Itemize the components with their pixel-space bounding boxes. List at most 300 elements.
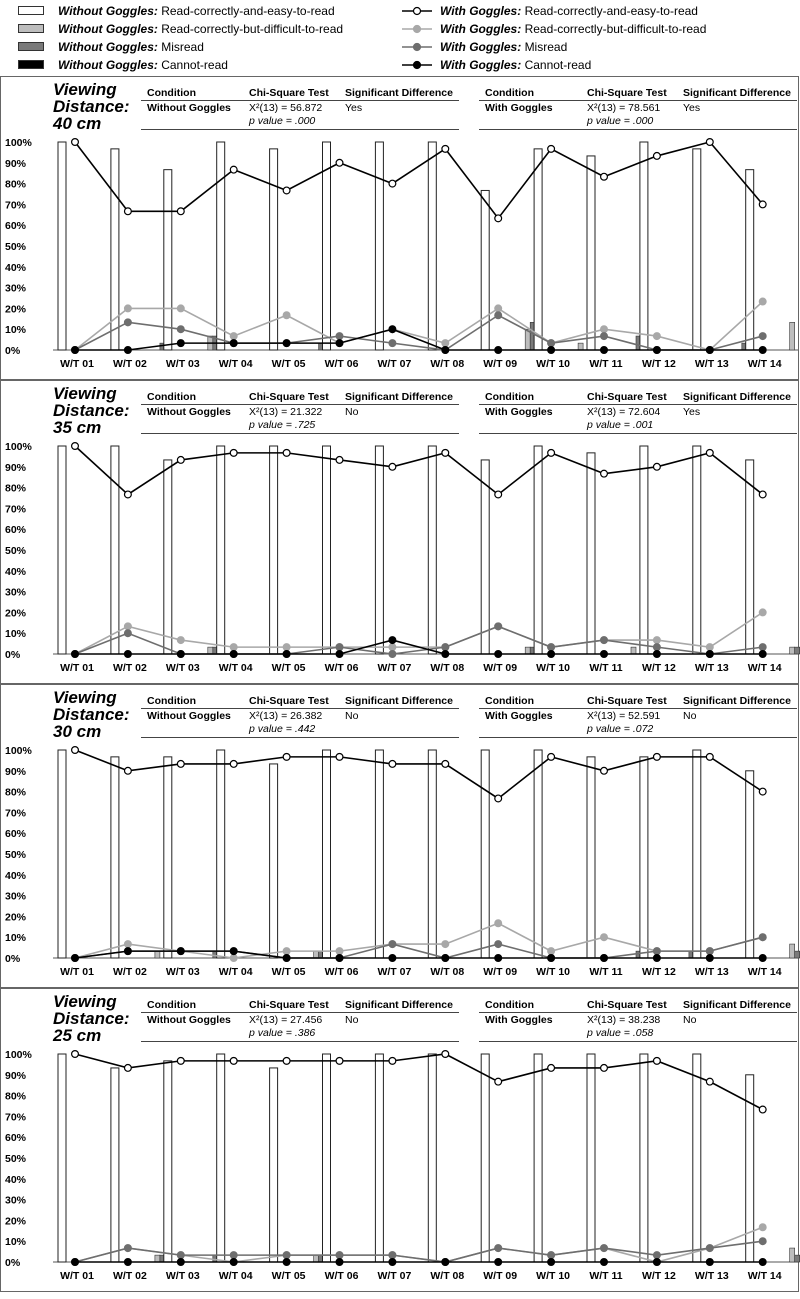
line-series bbox=[75, 937, 763, 958]
stats-header-condition: Condition bbox=[147, 391, 196, 403]
y-tick-label: 60% bbox=[5, 828, 27, 841]
stats-p-value: p value = .442 bbox=[249, 723, 316, 735]
legend-condition: With Goggles: bbox=[440, 40, 522, 54]
bar-misread bbox=[795, 951, 800, 958]
line-point bbox=[548, 340, 555, 347]
x-tick-label: W/T 08 bbox=[430, 966, 465, 978]
line-point bbox=[389, 326, 396, 333]
y-tick-label: 60% bbox=[5, 524, 27, 537]
line-point bbox=[442, 449, 449, 456]
line-point bbox=[654, 753, 661, 760]
legend-entry bbox=[440, 40, 567, 54]
x-tick-label: W/T 13 bbox=[694, 1270, 729, 1282]
y-tick-label: 80% bbox=[5, 786, 27, 799]
line-point bbox=[125, 1245, 132, 1252]
line-point bbox=[706, 651, 713, 658]
line-point bbox=[654, 1252, 661, 1259]
legend-entry bbox=[58, 40, 204, 54]
y-tick-label: 100% bbox=[5, 745, 32, 757]
line-point bbox=[336, 644, 343, 651]
bar-read-easy bbox=[217, 446, 225, 654]
stats-p-value: p value = .000 bbox=[587, 115, 654, 127]
line-point bbox=[601, 326, 608, 333]
stats-header-test: Chi-Square Test bbox=[249, 391, 329, 403]
stats-header-sig: Significant Difference bbox=[683, 87, 791, 99]
bar-read-difficult bbox=[578, 343, 583, 350]
line-point bbox=[336, 948, 343, 955]
chart-title: Viewing Distance: 40 cm bbox=[53, 80, 130, 133]
line-point bbox=[495, 215, 502, 222]
x-tick-label: W/T 13 bbox=[694, 966, 729, 978]
stats-chi: X²(13) = 26.382 bbox=[249, 710, 323, 722]
y-tick-label: 70% bbox=[5, 199, 27, 212]
stats-header-test: Chi-Square Test bbox=[587, 391, 667, 403]
y-tick-label: 20% bbox=[5, 303, 27, 316]
line-point bbox=[706, 449, 713, 456]
line-point bbox=[706, 955, 713, 962]
y-tick-label: 60% bbox=[5, 220, 27, 233]
bar-read-difficult bbox=[208, 647, 213, 654]
line-point bbox=[336, 159, 343, 166]
stats-header-condition: Condition bbox=[485, 391, 534, 403]
stats-header-condition: Condition bbox=[147, 695, 196, 707]
line-point bbox=[706, 1245, 713, 1252]
bar-read-easy bbox=[270, 446, 278, 654]
line-point bbox=[177, 1252, 184, 1259]
stats-header-condition: Condition bbox=[485, 999, 534, 1011]
line-point bbox=[230, 1057, 237, 1064]
chart-svg bbox=[1, 685, 798, 987]
bar-read-difficult bbox=[314, 1255, 319, 1262]
line-point bbox=[283, 651, 290, 658]
chart-title: Viewing Distance: 30 cm bbox=[53, 688, 130, 741]
stats-header-test: Chi-Square Test bbox=[249, 695, 329, 707]
line-point bbox=[759, 1259, 766, 1266]
line-point bbox=[389, 340, 396, 347]
chart-panel bbox=[0, 380, 799, 684]
stats-header-sig: Significant Difference bbox=[683, 999, 791, 1011]
line-point bbox=[706, 1078, 713, 1085]
x-tick-label: W/T 03 bbox=[165, 966, 200, 978]
line-point bbox=[389, 1259, 396, 1266]
y-tick-label: 50% bbox=[5, 545, 27, 557]
line-point bbox=[389, 955, 396, 962]
line-point bbox=[72, 747, 79, 754]
legend-label: Read-correctly-and-easy-to-read bbox=[161, 4, 335, 18]
line-point bbox=[759, 644, 766, 651]
x-tick-label: W/T 10 bbox=[536, 966, 571, 978]
line-point bbox=[230, 340, 237, 347]
bar-read-easy bbox=[587, 757, 595, 958]
y-tick-label: 50% bbox=[5, 1153, 27, 1165]
line-point bbox=[177, 340, 184, 347]
stats-header-test: Chi-Square Test bbox=[249, 999, 329, 1011]
bar-read-easy bbox=[428, 446, 436, 654]
bar-read-easy bbox=[746, 460, 754, 654]
bar-read-easy bbox=[111, 1068, 119, 1262]
bar-read-easy bbox=[375, 446, 383, 654]
line-point bbox=[230, 333, 237, 340]
y-tick-label: 70% bbox=[5, 1111, 27, 1124]
line-point bbox=[548, 347, 555, 354]
line-point bbox=[601, 1065, 608, 1072]
x-tick-label: W/T 13 bbox=[694, 358, 729, 370]
bar-read-easy bbox=[693, 446, 701, 654]
stats-chi: X²(13) = 52.591 bbox=[587, 710, 661, 722]
line-point bbox=[706, 948, 713, 955]
line-point bbox=[601, 347, 608, 354]
bar-read-easy bbox=[587, 1054, 595, 1262]
bar-read-easy bbox=[693, 149, 701, 350]
bar-misread bbox=[795, 1255, 800, 1262]
stats-significance: No bbox=[345, 710, 359, 722]
line-point bbox=[125, 305, 132, 312]
line-point bbox=[72, 139, 79, 146]
y-tick-label: 100% bbox=[5, 137, 32, 149]
x-tick-label: W/T 05 bbox=[271, 662, 306, 674]
x-tick-label: W/T 06 bbox=[324, 1270, 359, 1282]
line-point bbox=[495, 1259, 502, 1266]
line-point bbox=[654, 347, 661, 354]
y-tick-label: 10% bbox=[5, 1236, 27, 1249]
chart-svg bbox=[1, 989, 798, 1291]
bar-read-easy bbox=[270, 1068, 278, 1262]
line-point bbox=[336, 333, 343, 340]
line-point bbox=[177, 948, 184, 955]
line-point bbox=[125, 948, 132, 955]
line-point bbox=[336, 753, 343, 760]
line-point bbox=[548, 753, 555, 760]
stats-header-test: Chi-Square Test bbox=[249, 87, 329, 99]
stats-condition: Without Goggles bbox=[147, 102, 231, 114]
line-point bbox=[759, 1224, 766, 1231]
x-tick-label: W/T 09 bbox=[483, 358, 518, 370]
y-tick-label: 70% bbox=[5, 807, 27, 820]
line-point bbox=[283, 948, 290, 955]
legend-entry bbox=[58, 58, 228, 72]
chart-title: Viewing Distance: 35 cm bbox=[53, 384, 130, 437]
bar-read-easy bbox=[746, 771, 754, 958]
x-tick-label: W/T 14 bbox=[747, 966, 782, 978]
x-tick-label: W/T 06 bbox=[324, 662, 359, 674]
line-point bbox=[759, 788, 766, 795]
x-tick-label: W/T 05 bbox=[271, 1270, 306, 1282]
line-point bbox=[548, 449, 555, 456]
stats-significance: No bbox=[683, 710, 697, 722]
line-point bbox=[548, 145, 555, 152]
x-tick-label: W/T 12 bbox=[641, 1270, 676, 1282]
line-point bbox=[548, 1252, 555, 1259]
x-tick-label: W/T 13 bbox=[694, 662, 729, 674]
stats-header-test: Chi-Square Test bbox=[587, 695, 667, 707]
line-point bbox=[548, 644, 555, 651]
legend-entry bbox=[440, 22, 706, 36]
line-point bbox=[706, 753, 713, 760]
y-tick-label: 10% bbox=[5, 628, 27, 641]
x-tick-label: W/T 02 bbox=[112, 966, 147, 978]
line-point bbox=[283, 1057, 290, 1064]
x-tick-label: W/T 08 bbox=[430, 358, 465, 370]
legend-condition: With Goggles: bbox=[440, 22, 522, 36]
legend-line-swatch bbox=[402, 40, 432, 54]
bar-read-easy bbox=[58, 1054, 66, 1262]
line-point bbox=[601, 955, 608, 962]
line-point bbox=[759, 934, 766, 941]
legend-bar-swatch bbox=[18, 6, 44, 15]
line-point bbox=[336, 955, 343, 962]
line-point bbox=[442, 941, 449, 948]
line-point bbox=[759, 347, 766, 354]
line-point bbox=[125, 623, 132, 630]
line-point bbox=[654, 463, 661, 470]
line-point bbox=[177, 305, 184, 312]
x-tick-label: W/T 04 bbox=[218, 966, 253, 978]
bar-read-easy bbox=[428, 142, 436, 350]
x-tick-label: W/T 14 bbox=[747, 358, 782, 370]
line-point bbox=[495, 347, 502, 354]
line-point bbox=[442, 347, 449, 354]
line-point bbox=[336, 340, 343, 347]
legend-condition: With Goggles: bbox=[440, 4, 522, 18]
line-point bbox=[389, 644, 396, 651]
x-tick-label: W/T 11 bbox=[589, 358, 623, 370]
line-point bbox=[283, 955, 290, 962]
stats-chi: X²(13) = 38.238 bbox=[587, 1014, 661, 1026]
line-point bbox=[601, 1245, 608, 1252]
bar-read-easy bbox=[481, 1054, 489, 1262]
line-point bbox=[177, 1057, 184, 1064]
legend-entry bbox=[58, 22, 343, 36]
y-tick-label: 90% bbox=[5, 157, 27, 170]
bar-read-difficult bbox=[155, 951, 160, 958]
line-point bbox=[442, 761, 449, 768]
line-point bbox=[230, 948, 237, 955]
legend-condition: With Goggles: bbox=[440, 58, 522, 72]
stats-significance: Yes bbox=[683, 102, 701, 114]
bar-read-easy bbox=[323, 1054, 331, 1262]
bar-read-easy bbox=[640, 142, 648, 350]
stats-significance: Yes bbox=[683, 406, 701, 418]
chart-panel bbox=[0, 684, 799, 988]
line-point bbox=[230, 166, 237, 173]
stats-significance: No bbox=[683, 1014, 697, 1026]
legend-label: Cannot-read bbox=[161, 58, 228, 72]
bar-read-easy bbox=[375, 142, 383, 350]
bar-read-easy bbox=[111, 757, 119, 958]
chart-panel bbox=[0, 988, 799, 1292]
line-point bbox=[495, 623, 502, 630]
bar-read-easy bbox=[164, 170, 172, 350]
line-point bbox=[548, 1259, 555, 1266]
x-tick-label: W/T 09 bbox=[483, 1270, 518, 1282]
line-point bbox=[495, 1245, 502, 1252]
line-point bbox=[125, 630, 132, 637]
legend-label: Read-correctly-and-easy-to-read bbox=[524, 4, 698, 18]
y-tick-label: 50% bbox=[5, 241, 27, 253]
stats-condition: Without Goggles bbox=[147, 710, 231, 722]
line-point bbox=[759, 651, 766, 658]
x-tick-label: W/T 02 bbox=[112, 358, 147, 370]
stats-header-sig: Significant Difference bbox=[345, 999, 453, 1011]
legend-label: Cannot-read bbox=[524, 58, 592, 72]
stats-chi: X²(13) = 72.604 bbox=[587, 406, 661, 418]
y-tick-label: 0% bbox=[5, 345, 21, 357]
y-tick-label: 60% bbox=[5, 1132, 27, 1145]
line-point bbox=[177, 326, 184, 333]
stats-condition: Without Goggles bbox=[147, 406, 231, 418]
x-tick-label: W/T 12 bbox=[641, 966, 676, 978]
line-point bbox=[601, 333, 608, 340]
line-point bbox=[389, 761, 396, 768]
line-point bbox=[706, 644, 713, 651]
x-tick-label: W/T 12 bbox=[641, 662, 676, 674]
line-point bbox=[336, 457, 343, 464]
line-point bbox=[654, 955, 661, 962]
stats-condition: With Goggles bbox=[485, 406, 553, 418]
bar-read-easy bbox=[693, 750, 701, 958]
x-tick-label: W/T 14 bbox=[747, 1270, 782, 1282]
bar-read-difficult bbox=[790, 647, 795, 654]
y-tick-label: 70% bbox=[5, 503, 27, 516]
y-tick-label: 40% bbox=[5, 261, 27, 274]
bar-read-easy bbox=[217, 750, 225, 958]
x-tick-label: W/T 11 bbox=[589, 966, 623, 978]
legend-condition: Without Goggles: bbox=[58, 22, 158, 36]
line-point bbox=[389, 651, 396, 658]
y-tick-label: 40% bbox=[5, 869, 27, 882]
line-point bbox=[389, 463, 396, 470]
line-point bbox=[759, 1106, 766, 1113]
line-point bbox=[283, 187, 290, 194]
stats-significance: Yes bbox=[345, 102, 363, 114]
line-point bbox=[654, 948, 661, 955]
y-tick-label: 80% bbox=[5, 178, 27, 191]
stats-condition: Without Goggles bbox=[147, 1014, 231, 1026]
line-point bbox=[442, 340, 449, 347]
line-point bbox=[759, 333, 766, 340]
line-point bbox=[283, 340, 290, 347]
x-tick-label: W/T 11 bbox=[589, 662, 623, 674]
line-point bbox=[548, 1065, 555, 1072]
legend-label: Misread bbox=[161, 40, 204, 54]
bar-read-easy bbox=[534, 446, 542, 654]
line-point bbox=[601, 173, 608, 180]
chart-svg bbox=[1, 381, 798, 683]
stats-header-condition: Condition bbox=[485, 695, 534, 707]
bar-read-easy bbox=[217, 1054, 225, 1262]
line-point bbox=[706, 139, 713, 146]
legend-bar-swatch bbox=[18, 24, 44, 33]
bar-read-difficult bbox=[790, 1248, 795, 1262]
line-point bbox=[654, 651, 661, 658]
line-point bbox=[72, 955, 79, 962]
legend-line-swatch bbox=[402, 4, 432, 18]
x-tick-label: W/T 07 bbox=[377, 358, 412, 370]
x-tick-label: W/T 11 bbox=[589, 1270, 623, 1282]
stats-condition: With Goggles bbox=[485, 710, 553, 722]
x-tick-label: W/T 14 bbox=[747, 662, 782, 674]
bar-read-difficult bbox=[155, 1255, 160, 1262]
x-tick-label: W/T 02 bbox=[112, 1270, 147, 1282]
line-point bbox=[548, 955, 555, 962]
stats-p-value: p value = .058 bbox=[587, 1027, 654, 1039]
line-point bbox=[336, 1252, 343, 1259]
stats-header-condition: Condition bbox=[147, 87, 196, 99]
line-point bbox=[442, 651, 449, 658]
line-point bbox=[125, 651, 132, 658]
x-tick-label: W/T 01 bbox=[60, 662, 94, 674]
bar-read-easy bbox=[534, 750, 542, 958]
line-point bbox=[125, 347, 132, 354]
chart-svg bbox=[1, 77, 798, 379]
stats-header-test: Chi-Square Test bbox=[587, 87, 667, 99]
line-point bbox=[495, 1078, 502, 1085]
line-point bbox=[601, 767, 608, 774]
x-tick-label: W/T 03 bbox=[165, 358, 200, 370]
line-point bbox=[601, 934, 608, 941]
line-point bbox=[177, 1259, 184, 1266]
y-tick-label: 80% bbox=[5, 482, 27, 495]
bar-read-difficult bbox=[314, 951, 319, 958]
line-point bbox=[336, 1259, 343, 1266]
bar-read-easy bbox=[640, 446, 648, 654]
x-tick-label: W/T 03 bbox=[165, 1270, 200, 1282]
stats-header-sig: Significant Difference bbox=[683, 391, 791, 403]
x-tick-label: W/T 09 bbox=[483, 662, 518, 674]
bar-read-easy bbox=[428, 1054, 436, 1262]
bar-read-difficult bbox=[525, 647, 530, 654]
line-point bbox=[442, 1051, 449, 1058]
bar-read-easy bbox=[323, 750, 331, 958]
line-point bbox=[442, 145, 449, 152]
stats-condition: With Goggles bbox=[485, 1014, 553, 1026]
stats-header-sig: Significant Difference bbox=[345, 695, 453, 707]
x-tick-label: W/T 08 bbox=[430, 662, 465, 674]
line-point bbox=[72, 443, 79, 450]
x-tick-label: W/T 07 bbox=[377, 662, 412, 674]
legend-condition: Without Goggles: bbox=[58, 40, 158, 54]
line-point bbox=[72, 651, 79, 658]
line-point bbox=[72, 1259, 79, 1266]
bar-read-easy bbox=[375, 1054, 383, 1262]
bar-misread bbox=[795, 647, 800, 654]
line-point bbox=[759, 491, 766, 498]
line-point bbox=[495, 491, 502, 498]
line-point bbox=[495, 795, 502, 802]
bar-read-easy bbox=[164, 1061, 172, 1262]
line-point bbox=[706, 347, 713, 354]
stats-chi: X²(13) = 21.322 bbox=[249, 406, 323, 418]
line-point bbox=[548, 948, 555, 955]
stats-significance: No bbox=[345, 1014, 359, 1026]
stats-p-value: p value = .001 bbox=[587, 419, 654, 431]
legend-condition: Without Goggles: bbox=[58, 58, 158, 72]
y-tick-label: 90% bbox=[5, 1069, 27, 1082]
line-point bbox=[125, 1259, 132, 1266]
y-tick-label: 100% bbox=[5, 1049, 32, 1061]
legend-bar-swatch bbox=[18, 60, 44, 69]
bar-read-easy bbox=[58, 142, 66, 350]
x-tick-label: W/T 08 bbox=[430, 1270, 465, 1282]
bar-read-easy bbox=[428, 750, 436, 958]
x-tick-label: W/T 07 bbox=[377, 1270, 412, 1282]
x-tick-label: W/T 04 bbox=[218, 358, 253, 370]
line-point bbox=[230, 1252, 237, 1259]
line-point bbox=[283, 1252, 290, 1259]
bar-read-easy bbox=[693, 1054, 701, 1262]
line-point bbox=[759, 201, 766, 208]
line-point bbox=[230, 651, 237, 658]
